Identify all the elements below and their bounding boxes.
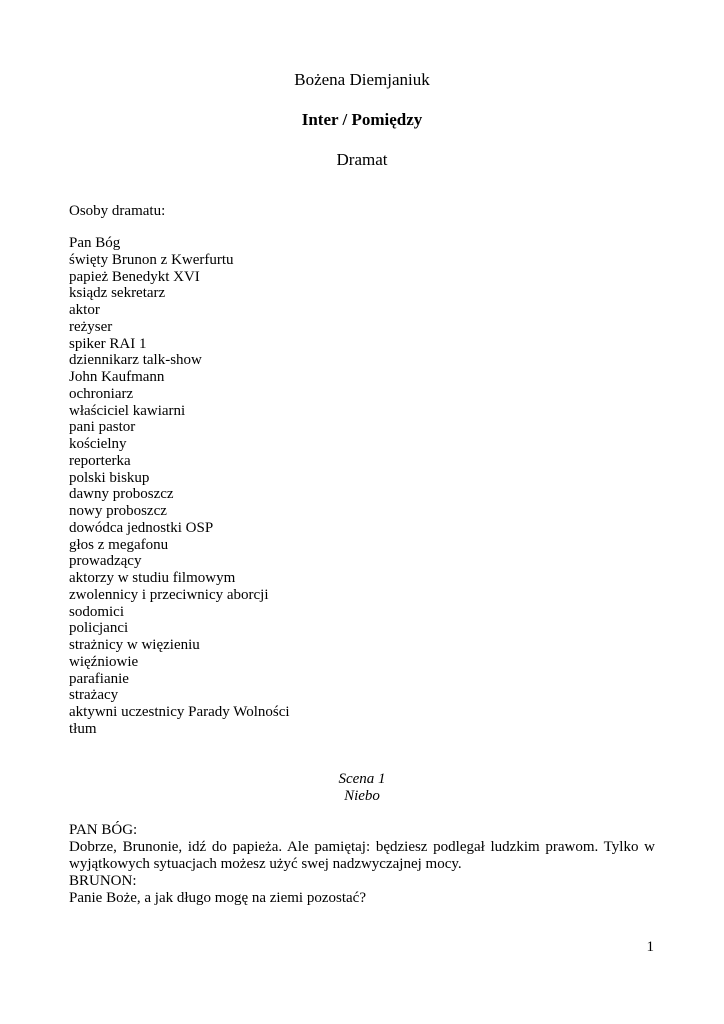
scene-number: Scena 1 — [338, 771, 386, 787]
character-item: sodomici — [69, 603, 124, 620]
character-item: aktorzy w studiu filmowym — [69, 570, 236, 586]
character-item: ochroniarz — [69, 385, 134, 402]
character-item: aktor — [69, 302, 100, 318]
page-number: 1 — [646, 939, 654, 955]
character-item: policjanci — [69, 620, 129, 637]
dialogue-line: Dobrze, Brunonie, idź do papieża. Ale pamiętaj: będziesz podlegał ludzkim prawom. Tylko w wyjątkowych sytuacjach możesz użyć swej nadzwyczajnej mocy. — [69, 839, 655, 872]
character-item: John Kaufmann — [69, 369, 165, 385]
character-item: zwolennicy i przeciwnicy aborcji — [69, 586, 269, 603]
character-item: kościelny — [69, 436, 127, 452]
scene-place: Niebo — [344, 788, 380, 804]
cast-label: Osoby dramatu: — [69, 203, 166, 219]
speaker-name: PAN BÓG: — [69, 822, 138, 838]
character-item: dziennikarz talk-show — [69, 352, 202, 369]
author-name: Bożena Diemjaniuk — [294, 70, 430, 89]
character-list — [69, 235, 290, 738]
character-item: polski biskup — [69, 469, 150, 486]
character-item: prowadzący — [69, 553, 142, 570]
character-item: więźniowie — [69, 653, 139, 670]
document-genre: Dramat — [336, 150, 388, 169]
character-item: właściciel kawiarni — [69, 402, 186, 419]
dialogue-block — [69, 822, 655, 907]
character-item: reżyser — [69, 318, 113, 335]
character-item: parafianie — [69, 670, 129, 687]
character-item: głos z megafonu — [69, 536, 169, 553]
character-item: aktywni uczestnicy Parady Wolności — [69, 704, 290, 720]
character-item: pani pastor — [69, 419, 136, 436]
character-item: papież Benedykt XVI — [69, 268, 200, 285]
character-item: ksiądz sekretarz — [69, 285, 166, 302]
character-item: dawny proboszcz — [69, 486, 174, 503]
character-item: dowódca jednostki OSP — [69, 519, 214, 536]
speaker-name: BRUNON: — [69, 873, 137, 889]
character-item: Pan Bóg — [69, 235, 121, 251]
character-item: święty Brunon z Kwerfurtu — [69, 251, 234, 268]
character-item: nowy proboszcz — [69, 503, 167, 519]
character-item: strażnicy w więzieniu — [69, 637, 200, 653]
character-item: strażacy — [69, 687, 119, 704]
dialogue-line: Panie Boże, a jak długo mogę na ziemi pozostać? — [69, 890, 366, 906]
character-item: reporterka — [69, 452, 131, 469]
character-item: tłum — [69, 720, 97, 737]
character-item: spiker RAI 1 — [69, 335, 147, 352]
document-title: Inter / Pomiędzy — [301, 110, 423, 129]
